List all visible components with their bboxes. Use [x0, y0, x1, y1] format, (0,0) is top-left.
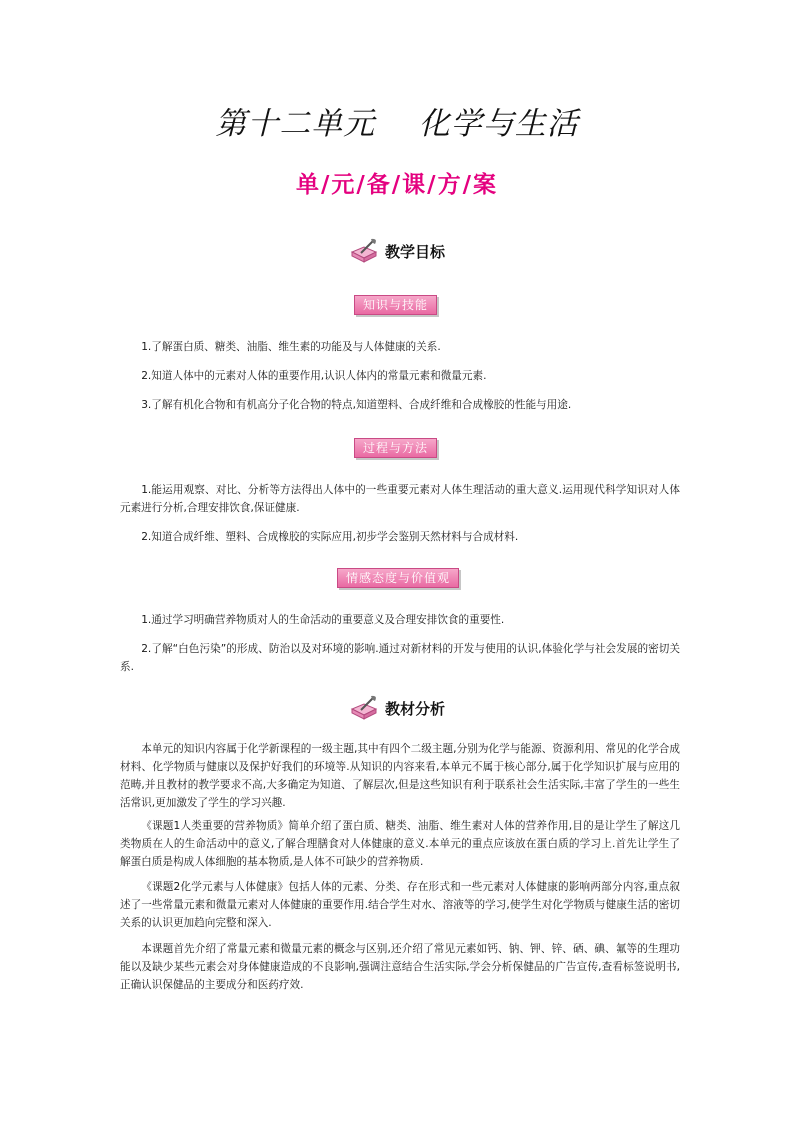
section-heading-analysis [0, 693, 794, 723]
page-title: 第十二单元 化学与生活 [215, 106, 579, 142]
badge-knowledge-skills: 知识与技能 [354, 295, 437, 315]
badge-emotion-values: 情感态度与价值观 [337, 568, 459, 588]
section-heading-label: 教学目标 [384, 242, 445, 261]
section-heading-label: 教材分析 [384, 699, 445, 718]
goal-emotion-item: 2.了解“白色污染”的形成、防治以及对环境的影响.通过对新材料的开发与使用的认识,体验化学与社会发展的密切关系. [120, 643, 680, 673]
analysis-paragraph: 《课题2化学元素与人体健康》包括人体的元素、分类、存在形式和一些元素对人体健康的影响两部分内容,重点叙述了一些常量元素和微量元素对人体健康的重要作用.结合学生对水、溶液等的学习,使学生对化学物质与健康生活的密切关系的认识更加趋向完整和深入. [120, 881, 680, 929]
goal-process-item: 2.知道合成纤维、塑料、合成橡胶的实际应用,初步学会鉴别天然材料与合成材料. [141, 531, 519, 543]
page-subtitle: 单/元/备/课/方/案 [295, 172, 498, 198]
goal-knowledge-item: 3.了解有机化合物和有机高分子化合物的特点,知道塑料、合成纤维和合成橡胶的性能与用途. [141, 399, 572, 411]
analysis-paragraph: 本单元的知识内容属于化学新课程的一级主题,其中有四个二级主题,分别为化学与能源、资源利用、常见的化学合成材料、化学物质与健康以及保护好我们的环境等.从知识的内容来看,本单元不属于核心部分,属于化学知识扩展与应用的范畴,并且教材的教学要求不高,大多确定为知道、了解层次,但是这些知识有利于联系社会生活实际,丰富了学生的一些生活常识,更加激发了学生的学习兴趣. [120, 743, 680, 809]
goal-knowledge-item: 1.了解蛋白质、糖类、油脂、维生素的功能及与人体健康的关系. [141, 341, 441, 353]
goal-knowledge-item: 2.知道人体中的元素对人体的重要作用,认识人体内的常量元素和微量元素. [141, 370, 487, 382]
analysis-paragraph: 《课题1人类重要的营养物质》简单介绍了蛋白质、糖类、油脂、维生素对人体的营养作用,目的是让学生了解这几类物质在人的生命活动中的意义,了解合理膳食对人体健康的意义.本单元的重点应该放在蛋白质的学习上.首先让学生了解蛋白质是构成人体细胞的基本物质,是人体不可缺少的营养物质. [120, 820, 680, 868]
analysis-paragraph: 本课题首先介绍了常量元素和微量元素的概念与区别,还介绍了常见元素如钙、钠、钾、锌、硒、碘、氟等的生理功能以及缺少某些元素会对身体健康造成的不良影响,强调注意结合生活实际,学会分析保健品的广告宣传,查看标签说明书,正确认识保健品的主要成分和医药疗效. [120, 943, 680, 991]
book-quill-icon [349, 695, 379, 721]
badge-process-method: 过程与方法 [354, 438, 437, 458]
section-heading-goals [0, 236, 794, 266]
book-quill-icon [349, 238, 379, 264]
goal-process-item: 1.能运用观察、对比、分析等方法得出人体中的一些重要元素对人体生理活动的重大意义.运用现代科学知识对人体元素进行分析,合理安排饮食,保证健康. [120, 484, 680, 514]
goal-emotion-item: 1.通过学习明确营养物质对人的生命活动的重要意义及合理安排饮食的重要性. [141, 614, 505, 626]
